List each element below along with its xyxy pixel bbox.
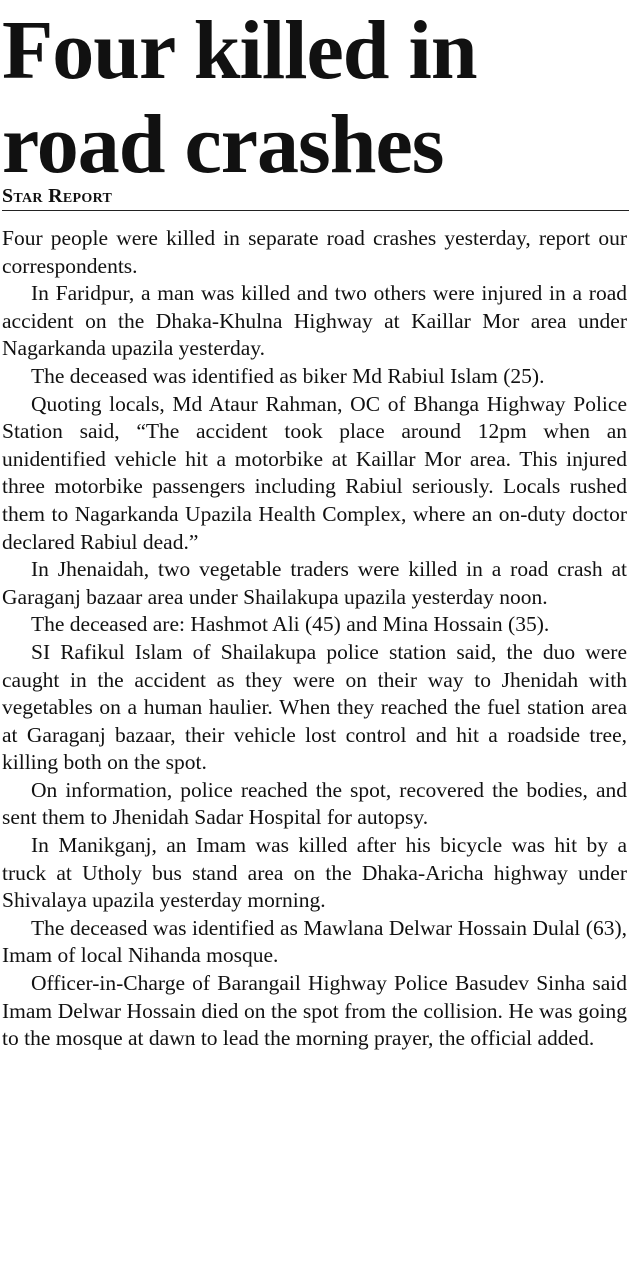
paragraph-5: In Jhenaidah, two vegetable traders were killed in a road crash at Garaganj bazaar area under Shailakupa upazila yesterday noon. bbox=[2, 557, 627, 609]
headline-line-1: Four killed in bbox=[2, 4, 477, 97]
paragraph-8: On information, police reached the spot, recovered the bodies, and sent them to Jhenidah Sadar Hospital for autopsy. bbox=[2, 777, 627, 830]
paragraph-2: In Faridpur, a man was killed and two others were injured in a road accident on the Dhaka-Khulna Highway at Kaillar Mor area under Nagarkanda upazila yesterday. bbox=[2, 281, 627, 361]
headline bbox=[2, 4, 627, 192]
article-body bbox=[2, 225, 627, 1053]
paragraph-3: The deceased was identified as biker Md Rabiul Islam (25). bbox=[31, 363, 545, 388]
headline-line-2: road crashes bbox=[2, 98, 444, 191]
paragraph-6: The deceased are: Hashmot Ali (45) and Mina Hossain (35). bbox=[31, 612, 550, 637]
byline: Star Report bbox=[2, 185, 113, 207]
paragraph-10: The deceased was identified as Mawlana Delwar Hossain Dulal (63), Imam of local Nihanda mosque. bbox=[2, 915, 627, 968]
paragraph-11: Officer-in-Charge of Barangail Highway Police Basudev Sinha said Imam Delwar Hossain died on the spot from the collision. He was going to the mosque at dawn to lead the morning prayer, the official added. bbox=[2, 971, 627, 1051]
paragraph-7: SI Rafikul Islam of Shailakupa police station said, the duo were caught in the accident as they were on their way to Jhenidah with vegetables on a human haulier. When they reached the fuel station area at Garaganj bazaar, their vehicle lost control and hit a roadside tree, killing both on the spot. bbox=[2, 639, 627, 775]
byline-divider bbox=[2, 210, 629, 211]
paragraph-1: Four people were killed in separate road crashes yesterday, report our correspondents. bbox=[2, 226, 627, 278]
paragraph-4: Quoting locals, Md Ataur Rahman, OC of Bhanga Highway Police Station said, “The accident took place around 12pm when an unidentified vehicle hit a motorbike at Kaillar Mor area. This injured three motorbike passengers including Rabiul seriously. Locals rushed them to Nagarkanda Upazila Health Complex, where an on-duty doctor declared Rabiul dead.” bbox=[2, 391, 627, 554]
paragraph-9: In Manikganj, an Imam was killed after his bicycle was hit by a truck at Utholy bus stand area on the Dhaka-Aricha highway under Shivalaya upazila yesterday morning. bbox=[2, 833, 627, 913]
